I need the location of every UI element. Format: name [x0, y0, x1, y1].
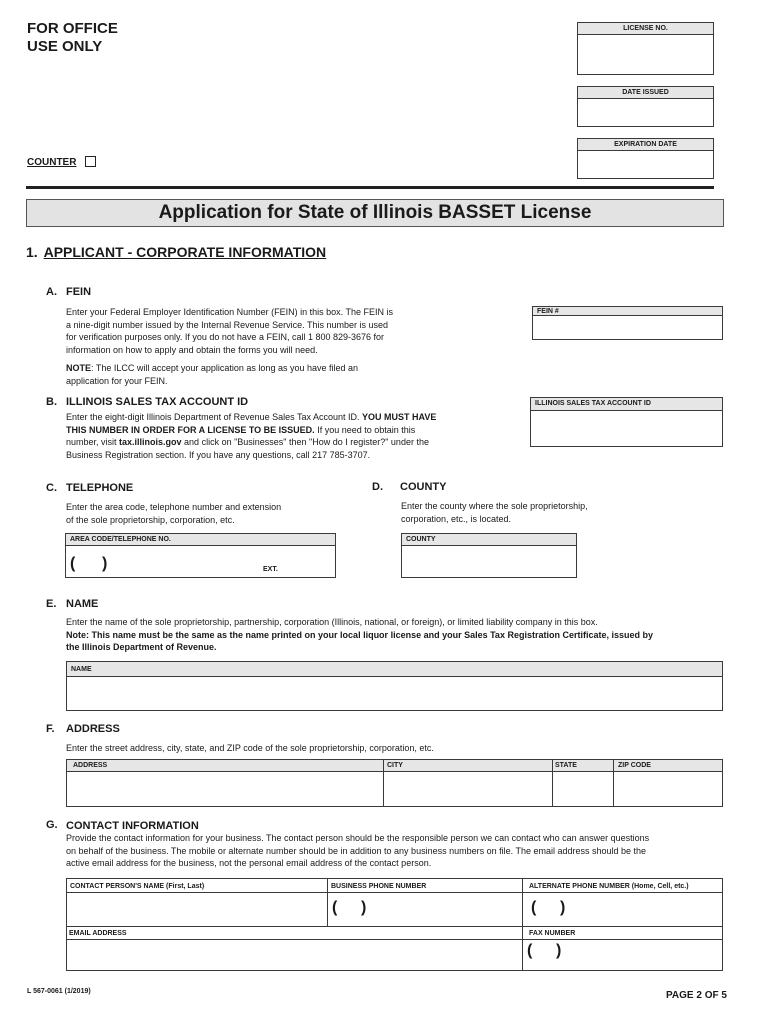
address-heading: ADDRESS: [66, 723, 120, 735]
fein-line-1: Enter your Federal Employer Identification Number (FEIN) in this box. The FEIN is: [66, 307, 393, 317]
telephone-area-open: (: [70, 555, 76, 572]
contact-line-1: Provide the contact information for your business. The contact person should be the responsible person we can contact who can answer questions: [66, 833, 650, 843]
county-letter: D.: [372, 481, 383, 493]
name-instructions: [66, 616, 731, 654]
office-divider: [26, 186, 714, 189]
fein-heading: FEIN: [66, 286, 92, 298]
address-table: [66, 759, 723, 807]
sales-tax-field[interactable]: [530, 397, 723, 447]
sales-tax-field-label: ILLINOIS SALES TAX ACCOUNT ID: [531, 398, 722, 411]
alt-phone-input[interactable]: [523, 893, 722, 926]
sales-tax-line-1: [66, 411, 486, 424]
county-instructions: [401, 500, 641, 525]
alt-phone-open: (: [531, 899, 537, 916]
name-field[interactable]: [66, 661, 723, 711]
license-no-label: LICENSE NO.: [578, 23, 713, 35]
page-title: Application for State of Illinois BASSET License: [158, 202, 592, 223]
office-use-line1: FOR OFFICE: [27, 20, 118, 37]
telephone-letter: C.: [46, 482, 57, 494]
telephone-field[interactable]: [65, 533, 336, 578]
sales-tax-line-1a: Enter the eight-digit Illinois Department of Revenue Sales Tax Account ID.: [66, 412, 362, 422]
zip-code-input[interactable]: [614, 773, 722, 806]
business-phone-open: (: [332, 899, 338, 916]
fein-letter: A.: [46, 286, 57, 298]
form-number: L 567-0061 (1/2019): [27, 988, 91, 995]
address-letter: F.: [46, 723, 55, 735]
county-line-2: corporation, etc., is located.: [401, 513, 512, 524]
address-instructions: Enter the street address, city, state, and ZIP code of the sole proprietorship, corporation, etc.: [66, 743, 434, 753]
state-input[interactable]: [553, 773, 613, 806]
page-number: PAGE 2 OF 5: [666, 990, 727, 1001]
county-field[interactable]: [401, 533, 577, 578]
email-col-label: EMAIL ADDRESS: [69, 930, 127, 937]
fein-line-2: a nine-digit number issued by the Internal Revenue Service. This number is used: [66, 319, 389, 330]
fax-col-label: FAX NUMBER: [529, 930, 576, 937]
county-heading: COUNTY: [400, 481, 447, 493]
telephone-instructions: [66, 501, 366, 526]
sales-tax-line-2a: THIS NUMBER IN ORDER FOR A LICENSE TO BE ISSUED.: [66, 424, 315, 435]
fein-instructions: [66, 306, 466, 388]
name-field-label: NAME: [67, 662, 722, 677]
contact-row-divider: [67, 926, 722, 927]
address-col-label: ADDRESS: [73, 762, 108, 769]
section-1-heading: [26, 244, 326, 260]
name-line-1: Enter the name of the sole proprietorship, partnership, corporation (Illinois, national, or foreign), or limited liability company in this box.: [66, 617, 598, 627]
city-input[interactable]: [384, 773, 552, 806]
fein-line-4: information on how to apply and obtain the forms you will need.: [66, 344, 318, 355]
fein-note-label: NOTE: [66, 363, 92, 374]
name-letter: E.: [46, 598, 57, 610]
fein-note: [66, 362, 466, 375]
fein-note-line1: : The ILCC will accept your application as long as you have filed an: [91, 363, 359, 374]
zip-col-label: ZIP CODE: [618, 762, 651, 769]
sales-tax-line-4: Business Registration section. If you have any questions, call 217 785-3707.: [66, 449, 371, 460]
date-issued-field[interactable]: [577, 86, 714, 127]
contact-line-3: active email address for the business, not the personal email address of the contact person.: [66, 858, 432, 869]
business-phone-col-label: BUSINESS PHONE NUMBER: [331, 883, 427, 890]
office-use-heading: [27, 20, 118, 56]
telephone-line-2: of the sole proprietorship, corporation, etc.: [66, 514, 235, 525]
contact-name-col-label: CONTACT PERSON'S NAME (First, Last): [70, 883, 205, 890]
sales-tax-line-1b: YOU MUST HAVE: [362, 412, 437, 422]
sales-tax-instructions: [66, 411, 486, 461]
sales-tax-letter: B.: [46, 396, 57, 408]
section-number: 1.: [26, 244, 38, 260]
telephone-heading: TELEPHONE: [66, 482, 134, 494]
office-use-line2: USE ONLY: [27, 38, 103, 55]
county-line-1: Enter the county where the sole proprietorship,: [401, 501, 588, 511]
license-no-field[interactable]: [577, 22, 714, 75]
name-heading: NAME: [66, 598, 99, 610]
alt-phone-col-label: ALTERNATE PHONE NUMBER (Home, Cell, etc.): [529, 883, 689, 890]
date-issued-label: DATE ISSUED: [578, 87, 713, 99]
tax-website-link[interactable]: tax.illinois.gov: [119, 437, 182, 448]
sales-tax-line-3c: and click on "Businesses" then "How do I register?" under the: [181, 437, 429, 448]
contact-letter: G.: [46, 819, 58, 831]
alt-phone-close: ): [560, 899, 566, 916]
fein-note-line2: application for your FEIN.: [66, 375, 168, 386]
section-title: APPLICANT - CORPORATE INFORMATION: [43, 244, 327, 260]
telephone-ext-label: EXT.: [263, 566, 278, 573]
telephone-line-1: Enter the area code, telephone number and extension: [66, 502, 282, 512]
state-col-label: STATE: [555, 762, 577, 769]
business-phone-input[interactable]: [328, 893, 522, 926]
contact-table: [66, 878, 723, 971]
street-address-input[interactable]: [67, 773, 383, 806]
fax-close: ): [556, 942, 562, 959]
fein-line-3: for verification purposes only. If you do not have a FEIN, call 1 800 829-3676 for: [66, 332, 385, 343]
fax-input[interactable]: [523, 940, 722, 970]
fein-field[interactable]: [532, 306, 723, 340]
expiration-date-label: EXPIRATION DATE: [578, 139, 713, 151]
sales-tax-heading: ILLINOIS SALES TAX ACCOUNT ID: [66, 396, 249, 408]
name-line-3: the Illinois Department of Revenue.: [66, 642, 217, 653]
counter-checkbox[interactable]: [85, 156, 96, 167]
contact-name-input[interactable]: [67, 893, 327, 926]
fein-field-label: FEIN #: [533, 307, 722, 316]
telephone-field-label: AREA CODE/TELEPHONE NO.: [66, 534, 335, 546]
expiration-date-field[interactable]: [577, 138, 714, 179]
fax-open: (: [527, 942, 533, 959]
telephone-area-close: ): [102, 555, 108, 572]
city-col-label: CITY: [387, 762, 403, 769]
sales-tax-line-2b: If you need to obtain this: [314, 424, 416, 435]
sales-tax-line-3: [66, 436, 486, 449]
sales-tax-line-3a: number, visit: [66, 437, 120, 448]
contact-heading: CONTACT INFORMATION: [66, 820, 199, 832]
business-phone-close: ): [361, 899, 367, 916]
email-input[interactable]: [67, 940, 522, 970]
name-line-2: Note: This name must be the same as the name printed on your local liquor license and your Sales Tax Registration Certificate, issued by: [66, 629, 653, 640]
contact-instructions: [66, 832, 731, 870]
contact-line-2: on behalf of the business. The mobile or alternate number should be in addition to any business numbers on file. The email address should be the: [66, 845, 647, 856]
counter-label: COUNTER: [27, 157, 77, 168]
title-bar: [26, 199, 724, 227]
county-field-label: COUNTY: [402, 534, 576, 546]
sales-tax-line-2: [66, 424, 486, 437]
